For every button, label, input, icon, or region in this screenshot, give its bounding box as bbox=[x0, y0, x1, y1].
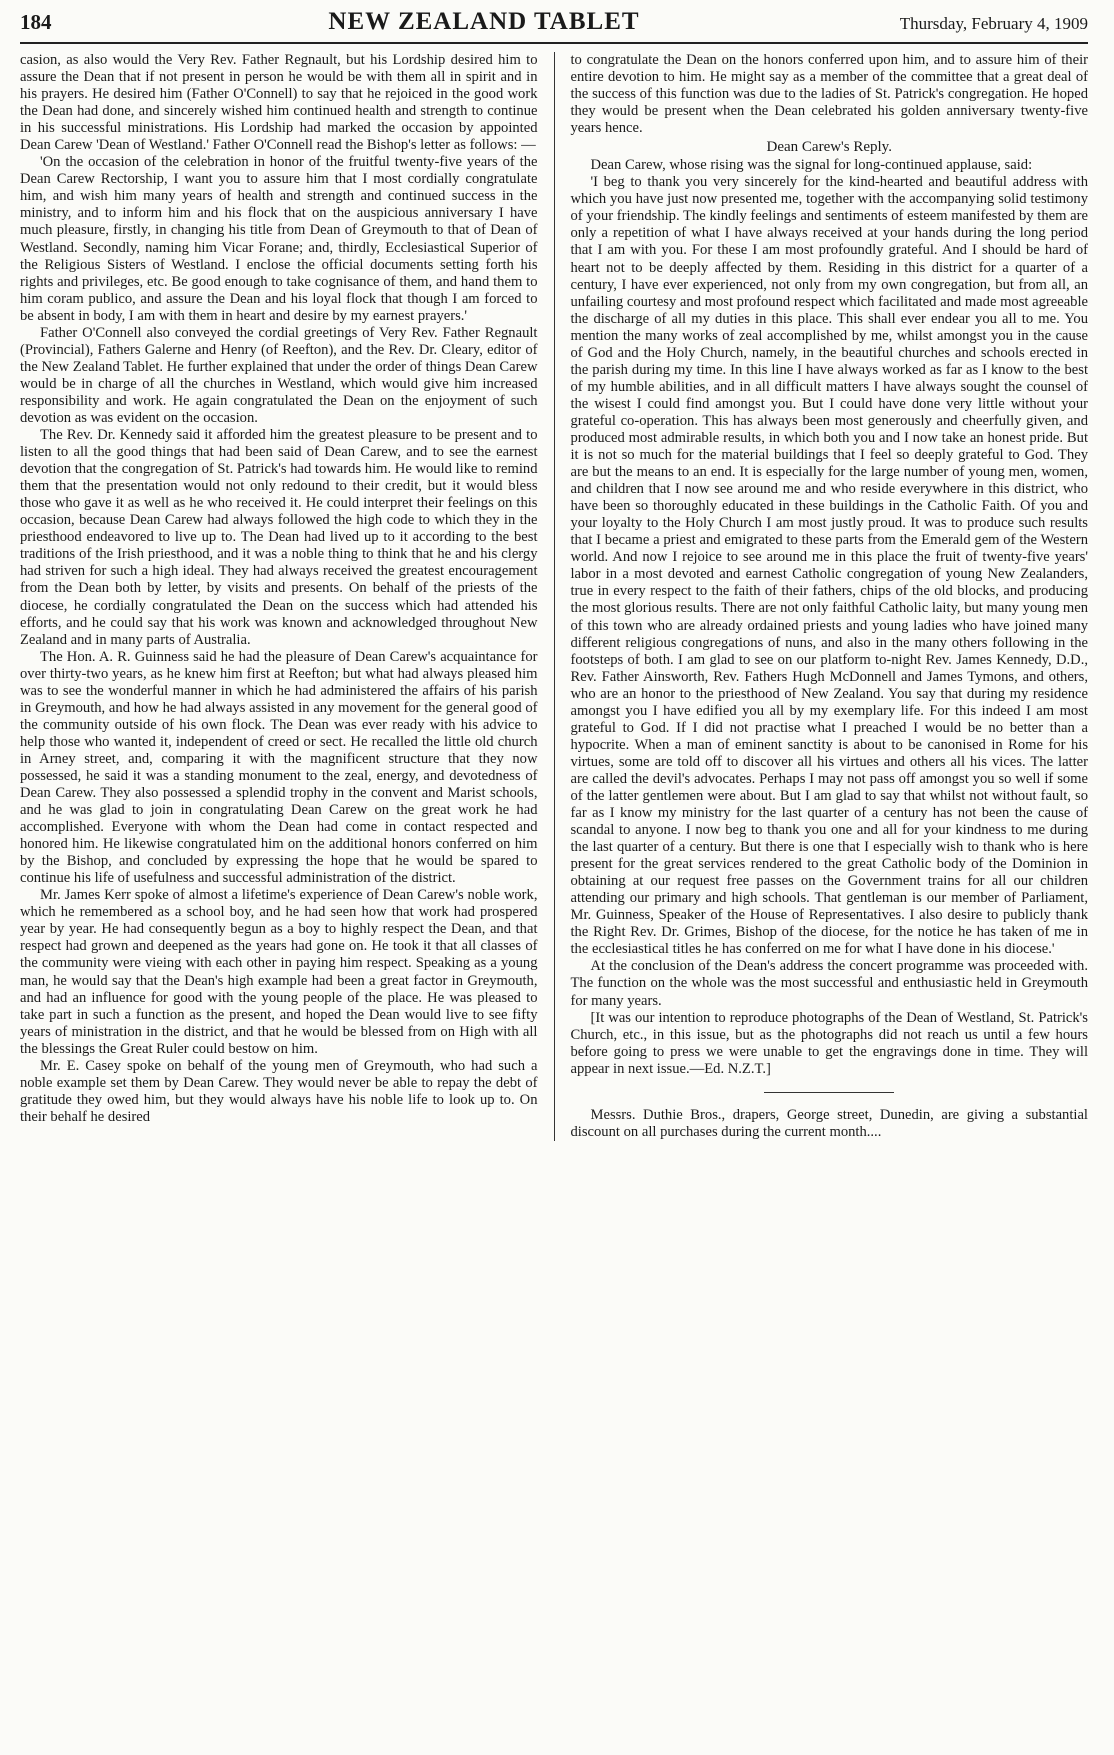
masthead bbox=[20, 8, 1088, 44]
paragraph: 'I beg to thank you very sincerely for the kind-hearted and beautiful address with which you have just now presented me, together with the accompanying solid testimony of your friendship. The kindly feelings and sentiments of esteem manifested by them are only a repetition of what I have always received at your hands during the long period that I am with you. For these I am most profoundly grateful. And I should be hard of heart not to be deeply affected by them. Residing in this district for a quarter of a century, I have ever experienced, not only from my own congregation, but from all, an unfailing courtesy and most profound respect which facilitated and made most agreeable the discharge of all my duties in this place. This shall ever endear you all to me. You mention the many works of zeal accomplished by me, whilst amongst you in the cause of God and the Holy Church, namely, in the beautiful churches and schools erected in the parish during my time. In this line I have always worked as far as I know to the best of my humble abilities, and in all difficult matters I have always sought the counsel of the wisest I could find amongst you. But I could have done very little without your grateful co-operation. This has always been most generously and cheerfully given, and produced most admirable results, in which both you and I now take an honest pride. But it is not so much for the material buildings that I feel so deeply grateful to God. They are but the means to an end. It is especially for the large number of young men, women, and children that I now see around me and who reside everywhere in this district, who have been so thoroughly educated in these buildings in the Catholic Faith. Of you and your loyalty to the Holy Church I am most justly proud. It was to produce such results that I became a priest and emigrated to these parts from the Emerald gem of the Western world. And now I rejoice to see around me in this place the fruit of twenty-five years' labor in a most devoted and earnest Catholic congregation of young New Zealanders, true in every respect to the faith of their fathers, chips of the old blocks, and producing the most glorious results. There are not only faithful Catholic laity, but many young men of this town who are already ordained priests and young ladies who have joined many different religious congregations of nuns, and also in the many others following in the footsteps of both. I am glad to see on our platform to-night Rev. James Kennedy, D.D., Rev. Father Ainsworth, Rev. Fathers Hugh McDonnell and James Tymons, and others, who are an honor to the priesthood of New Zealand. You say that during my residence amongst you I have edified you all by my exemplary life. For this indeed I am most grateful to God. If I did not practise what I preached I would be no better than a hypocrite. When a man of eminent sanctity is about to be canonised in Rome for his virtues, some are told off to discover all his virtues and others all his vices. The latter are called the devil's advocates. Perhaps I may not pass off amongst you so well if some of the latter gentlemen were about. But I am glad to say that whilst not without fault, so far as I know my ministry for the last quarter of a century has not been the cause of scandal to anyone. I now beg to thank you one and all for your kindness to me during the last quarter of a century. But there is one that I especially wish to thank who is here present for the great services rendered to the great Catholic body of the Dominion in obtaining at our request free passes on the Government trains for all our children attending our primary and high schools. That gentleman is our member of Parliament, Mr. Guinness, Speaker of the House of Representatives. I also desire to publicly thank the Right Rev. Dr. Grimes, Bishop of the diocese, for the notice he has taken of me in the ecclesiastical titles he has conferred on me for what I have done in his diocese.' bbox=[570, 174, 1088, 958]
article-columns bbox=[20, 52, 1088, 1141]
section-end-rule bbox=[764, 1092, 894, 1093]
newspaper-title: NEW ZEALAND TABLET bbox=[328, 8, 640, 35]
paragraph: to congratulate the Dean on the honors conferred upon him, and to assure him of their entire devotion to him. He might say as a member of the committee that a great deal of the success of this function was due to the ladies of St. Patrick's congregation. He hoped they would be present when the Dean celebrated his golden anniversary twenty-five years hence. bbox=[570, 52, 1088, 137]
issue-date: Thursday, February 4, 1909 bbox=[899, 14, 1088, 33]
paragraph: Father O'Connell also conveyed the cordial greetings of Very Rev. Father Regnault (Provincial), Fathers Galerne and Henry (of Reefton), and the Rev. Dr. Cleary, editor of the New Zealand Tablet. He further explained that under the order of things Dean Carew would be in charge of all the churches in Westland, which would give him increased responsibility and work. He again congratulated the Dean on the enjoyment of such devotion as was evident on the occasion. bbox=[20, 324, 538, 426]
paragraph: Mr. E. Casey spoke on behalf of the young men of Greymouth, who had such a noble example set them by Dean Carew. They would never be able to repay the debt of gratitude they owed him, but they would always have his noble life to look up to. On their behalf he desired bbox=[20, 1057, 538, 1125]
paragraph: Mr. James Kerr spoke of almost a lifetime's experience of Dean Carew's noble work, which he remembered as a school boy, and he had seen how that work had prospered year by year. He had consequently begun as a boy to highly respect the Dean, and that respect had grown and deepened as the years had gone on. He took it that all classes of the community were vieing with each other in paying him respect. Speaking as a young man, he would say that the Dean's high example had been a great factor in Greymouth, and had an influence for good with the young people of the place. He was pleased to take part in such a function as the present, and hoped the Dean would live to see fifty years of ministration in the district, and that he would be blessed from on High with all the blessings the Great Ruler could bestow on him. bbox=[20, 887, 538, 1057]
column-divider bbox=[554, 52, 555, 1141]
section-heading: Dean Carew's Reply. bbox=[766, 139, 892, 156]
paragraph: Dean Carew, whose rising was the signal for long-continued applause, said: bbox=[590, 157, 1033, 174]
paragraph: 'On the occasion of the celebration in honor of the fruitful twenty-five years of the Dean Carew Rectorship, I want you to assure him that I most cordially congratulate him, and wish him many years of health and strength and continued success in the ministry, and to inform him and his flock that on the auspicious anniversary I have much pleasure, firstly, in changing his title from Dean of Greymouth to that of Dean of Westland. Secondly, naming him Vicar Forane; and, thirdly, Ecclesiastical Superior of the Religious Sisters of Westland. I enclose the official documents setting forth his rights and privileges, etc. Be good enough to take cognisance of them, and hand them to him coram publico, and assure the Dean and his loyal flock that though I am forced to be absent in body, I am with them in heart and desire by my earnest prayers.' bbox=[20, 154, 538, 324]
right-column bbox=[571, 52, 1089, 1141]
left-column bbox=[20, 52, 538, 1141]
paragraph: The Rev. Dr. Kennedy said it afforded him the greatest pleasure to be present and to listen to all the good things that had been said of Dean Carew, and to see the earnest devotion that the congregation of St. Patrick's had towards him. He would like to remind them that the presentation would not only redound to their credit, but it would bless those who gave it as well as he who received it. He could interpret their feelings on this occasion, because Dean Carew had always followed the high code to which they in the priesthood endeavored to live up to. The Dean had lived up to it according to the best traditions of the Irish priesthood, and it was a noble thing to think that he and his clergy had striven for such a high ideal. They had always received the greatest encouragement from the Dean both by letter, by visits and presents. On behalf of the priests of the diocese, he cordially congratulated the Dean on the success which had attended his efforts, and he could say that his work was known and acknowledged throughout New Zealand and in many parts of Australia. bbox=[20, 427, 538, 648]
advertisement-notice: Messrs. Duthie Bros., drapers, George street, Dunedin, are giving a substantial discount on all purchases during the current month.... bbox=[570, 1106, 1088, 1140]
page-number: 184 bbox=[20, 10, 52, 34]
paragraph: casion, as also would the Very Rev. Father Regnault, but his Lordship desired him to assure the Dean that if not present in person he would be with them all in spirit and in his prayers. He desired him (Father O'Connell) to say that he rejoiced in the good work the Dean had done, and sincerely wished him continued health and strength to continue in his successful ministrations. His Lordship had marked the occasion by appointed Dean Carew 'Dean of Westland.' Father O'Connell read the Bishop's letter as follows: — bbox=[20, 52, 538, 154]
paragraph: The Hon. A. R. Guinness said he had the pleasure of Dean Carew's acquaintance for over thirty-two years, as he knew him first at Reefton; but what had always pleased him was to see the wonderful manner in which he had administered the affairs of his parish in Greymouth, and how he had always assisted in any movement for the general good of the community outside of his own flock. The Dean was ever ready with his advice to help those who wanted it, independent of creed or sect. He recalled the little old church in Arney street, and, comparing it with the magnificent structure that they now possessed, he said it was a standing monument to the zeal, energy, and devotedness of Dean Carew. They also possessed a splendid trophy in the convent and Marist schools, and he was glad to join in congratulating Dean Carew on the great work he had accomplished. Everyone with whom the Dean had come in contact respected and honored him. He likewise congratulated him on the additional honors conferred on him by the Bishop, and concluded by expressing the hope that he would be spared to continue his life of usefulness and successful administration of the district. bbox=[20, 648, 538, 887]
editor-note: [It was our intention to reproduce photographs of the Dean of Westland, St. Patrick's Church, etc., in this issue, but as the photographs did not reach us until a few hours before going to press we were unable to get the engravings done in time. They will appear in next issue.—Ed. N.Z.T.] bbox=[570, 1009, 1088, 1077]
paragraph: At the conclusion of the Dean's address the concert programme was proceeded with. The function on the whole was the most successful and enthusiastic held in Greymouth for many years. bbox=[570, 958, 1088, 1009]
